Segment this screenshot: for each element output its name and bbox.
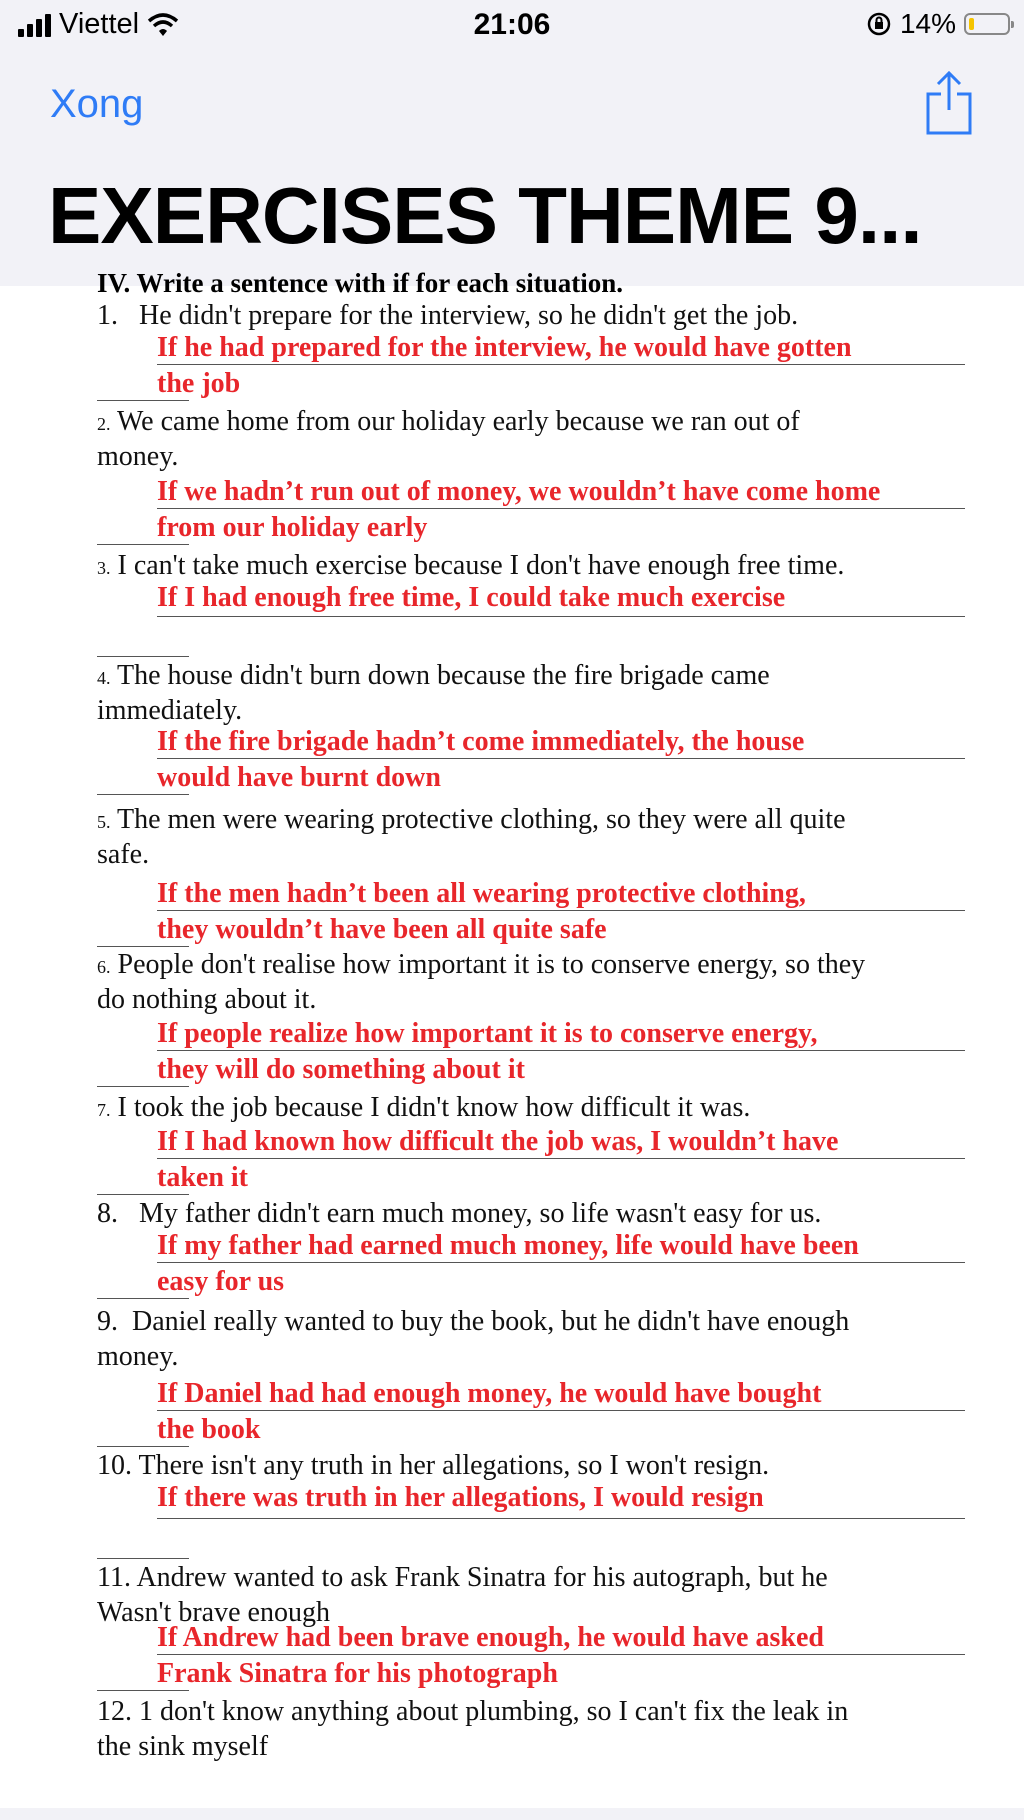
question-9-line-2: money. <box>97 1341 179 1372</box>
answer-10-line-1: If there was truth in her allegations, I would resign <box>157 1482 764 1513</box>
answer-rule <box>157 758 965 759</box>
done-button[interactable]: Xong <box>50 82 144 126</box>
answer-rule-short <box>97 1086 189 1087</box>
answer-rule-short <box>97 1690 189 1691</box>
answer-rule <box>157 508 965 509</box>
answer-rule <box>157 364 965 365</box>
answer-rule-short <box>97 1446 189 1447</box>
question-12-line-2: the sink myself <box>97 1731 269 1762</box>
answer-1-line-1: If he had prepared for the interview, he would have gotten <box>157 332 852 363</box>
bottom-toolbar <box>0 1808 1024 1820</box>
question-1: 1. He didn't prepare for the interview, so he didn't get the job. <box>97 300 799 331</box>
question-5-line-2: safe. <box>97 839 150 870</box>
question-4: 4. The house didn't burn down because the fire brigade came <box>97 660 770 691</box>
answer-rule-short <box>97 794 189 795</box>
answer-8-line-2: easy for us <box>157 1266 285 1297</box>
question-7: 7. I took the job because I didn't know how difficult it was. <box>97 1092 751 1123</box>
question-11: 11. Andrew wanted to ask Frank Sinatra for his autograph, but he <box>97 1562 828 1593</box>
question-2-line-2: money. <box>97 441 179 472</box>
answer-rule <box>157 1262 965 1263</box>
answer-5-line-2: they wouldn’t have been all quite safe <box>157 914 607 945</box>
answer-rule-short <box>97 400 189 401</box>
question-9: 9. Daniel really wanted to buy the book, but he didn't have enough <box>97 1306 850 1337</box>
answer-4-line-2: would have burnt down <box>157 762 441 793</box>
answer-rule-short <box>97 1194 189 1195</box>
answer-5-line-1: If the men hadn’t been all wearing protective clothing, <box>157 878 806 909</box>
answer-9-line-1: If Daniel had had enough money, he would have bought <box>157 1378 822 1409</box>
question-6-line-2: do nothing about it. <box>97 984 317 1015</box>
answer-4-line-1: If the fire brigade hadn’t come immediately, the house <box>157 726 805 757</box>
answer-rule-short <box>97 946 189 947</box>
answer-6-line-1: If people realize how important it is to conserve energy, <box>157 1018 818 1049</box>
question-6: 6. People don't realise how important it is to conserve energy, so they <box>97 949 866 980</box>
answer-2-line-1: If we hadn’t run out of money, we wouldn’t have come home <box>157 476 881 507</box>
status-time: 21:06 <box>473 8 551 41</box>
answer-rule <box>157 1050 965 1051</box>
answer-8-line-1: If my father had earned much money, life would have been <box>157 1230 859 1261</box>
answer-rule <box>157 1654 965 1655</box>
question-3: 3. I can't take much exercise because I don't have enough free time. <box>97 550 845 581</box>
carrier-name: Viettel <box>59 8 140 40</box>
question-12: 12. 1 don't know anything about plumbing, so I can't fix the leak in <box>97 1696 849 1727</box>
document-view[interactable] <box>0 268 1024 1820</box>
section-heading: IV. Write a sentence with if for each situation. <box>97 268 623 298</box>
question-2: 2. We came home from our holiday early because we ran out of <box>97 406 800 437</box>
answer-rule <box>157 1410 965 1411</box>
answer-11-line-2: Frank Sinatra for his photograph <box>157 1658 558 1689</box>
answer-rule <box>157 1158 965 1159</box>
answer-2-line-2: from our holiday early <box>157 512 428 543</box>
battery-percent: 14% <box>899 8 956 39</box>
answer-rule-short <box>97 1558 189 1559</box>
answer-rule <box>157 910 965 911</box>
orientation-lock-icon <box>866 11 892 37</box>
answer-1-line-2: the job <box>157 368 241 399</box>
answer-3-line-1: If I had enough free time, I could take much exercise <box>157 582 786 613</box>
answer-rule-short <box>97 656 189 657</box>
question-11-line-2: Wasn't brave enough <box>97 1597 330 1628</box>
answer-rule-short <box>97 1298 189 1299</box>
answer-7-line-2: taken it <box>157 1162 248 1193</box>
question-10: 10. There isn't any truth in her allegations, so I won't resign. <box>97 1450 770 1481</box>
answer-9-line-2: the book <box>157 1414 261 1445</box>
status-right <box>866 8 1010 40</box>
document-title: EXERCISES THEME 9... <box>48 171 922 260</box>
answer-6-line-2: they will do something about it <box>157 1054 525 1085</box>
question-5: 5. The men were wearing protective clothing, so they were all quite <box>97 804 846 835</box>
question-8: 8. My father didn't earn much money, so life wasn't easy for us. <box>97 1198 822 1229</box>
question-4-line-2: immediately. <box>97 695 243 726</box>
battery-icon <box>964 13 1010 35</box>
answer-rule <box>157 1518 965 1519</box>
answer-rule <box>157 616 965 617</box>
answer-rule-short <box>97 544 189 545</box>
share-icon[interactable] <box>924 70 974 136</box>
navigation-bar <box>0 52 1024 287</box>
answer-11-line-1: If Andrew had been brave enough, he would have asked <box>157 1622 824 1653</box>
answer-7-line-1: If I had known how difficult the job was, I wouldn’t have <box>157 1126 839 1157</box>
status-bar <box>0 0 1024 52</box>
